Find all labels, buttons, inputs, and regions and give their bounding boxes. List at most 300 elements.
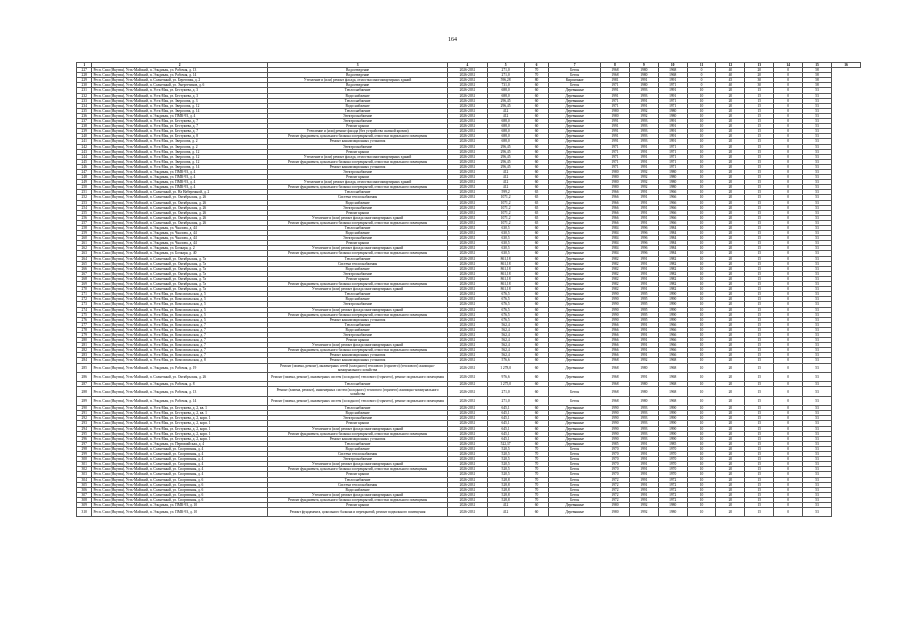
value-cell: 53 [803, 467, 832, 472]
value-cell: 53 [803, 382, 832, 387]
address-cell: Респ. Саха (Якутия), Усть-Майский, п. Усть-Мая, ул. Комсомольская, д. 8 [92, 358, 267, 363]
value-cell: 70 [524, 457, 549, 462]
value-cell: 1991 [629, 215, 658, 220]
value-cell: 1966 [658, 190, 687, 195]
value-cell: 1991 [629, 271, 658, 276]
value-cell: 1991 [629, 195, 658, 200]
address-cell: Респ. Саха (Якутия), Усть-Майский, п. Солнечный, ул. Октябрьская, д. 7а [92, 256, 267, 261]
address-cell: Респ. Саха (Якутия), Усть-Майский, п. Эльдикан, ул. Рабочая, д. 14 [92, 396, 267, 405]
value-cell: 0 [774, 129, 803, 134]
value-cell: 1968 [600, 68, 629, 73]
work-type-cell: Электроснабжение [267, 302, 448, 307]
value-cell: 53 [803, 266, 832, 271]
value-cell: 53 [803, 261, 832, 266]
value-cell: 1980 [658, 108, 687, 113]
value-cell: 20 [716, 492, 745, 497]
value-cell: Деревянные [549, 215, 601, 220]
value-cell: 0 [687, 68, 716, 73]
address-cell: Респ. Саха (Якутия), Усть-Майский, п. Усть-Мая, ул. Бестужева, д. 3 [92, 93, 267, 98]
value-cell: 53 [803, 164, 832, 169]
address-cell: Респ. Саха (Якутия), Усть-Майский, п. Усть-Мая, ул. Комсомольская, д. 7 [92, 353, 267, 358]
value-cell: 1071,2 [487, 210, 524, 215]
value-cell: 20 [716, 312, 745, 317]
value-cell: 1980 [600, 169, 629, 174]
value-cell: 1993 [629, 124, 658, 129]
value-cell: 1991 [629, 348, 658, 353]
value-cell: 1991 [658, 93, 687, 98]
value-cell: 2026-2031 [448, 302, 487, 307]
value-cell: 688,0 [487, 119, 524, 124]
value-cell: 15 [745, 210, 774, 215]
value-cell: 10 [687, 307, 716, 312]
value-cell: 20 [716, 353, 745, 358]
value-cell: 53 [803, 139, 832, 144]
value-cell: 1980 [629, 363, 658, 372]
value-cell: 1991 [600, 139, 629, 144]
value-cell: 1971 [600, 103, 629, 108]
value-cell: Деревянные [549, 297, 601, 302]
value-cell: 1982 [600, 256, 629, 261]
value-cell: 53 [803, 144, 832, 149]
value-cell: 2026-2031 [448, 124, 487, 129]
value-cell: 1966 [600, 200, 629, 205]
value-cell: 10 [687, 332, 716, 337]
value-cell: 528,8 [487, 487, 524, 492]
row-number-cell: 291 [77, 411, 92, 416]
value-cell: 53 [803, 363, 832, 372]
value-cell: 0 [774, 387, 803, 396]
value-cell: 0 [774, 241, 803, 246]
column-header: 13 [745, 63, 774, 68]
address-cell: Респ. Саха (Якутия), Усть-Майский, п. Солнечный, ул. Спортивная, д. 4 [92, 472, 267, 477]
value-cell: 10 [687, 139, 716, 144]
value-cell: 2026-2031 [448, 108, 487, 113]
value-cell: 2026-2031 [448, 134, 487, 139]
value-cell: 10 [687, 446, 716, 451]
work-type-cell: Теплоснабжение [267, 477, 448, 482]
address-cell: Респ. Саха (Якутия), Усть-Майский, п. Солнечный, ул. Спортивная, д. 4 [92, 457, 267, 462]
value-cell: 1991 [629, 103, 658, 108]
value-cell: 2026-2031 [448, 256, 487, 261]
value-cell: 60 [524, 159, 549, 164]
value-cell: 65 [524, 205, 549, 210]
value-cell: 271,0 [487, 73, 524, 78]
value-cell: 53 [803, 348, 832, 353]
value-cell: 20 [716, 416, 745, 421]
value-cell: Деревянные [549, 124, 601, 129]
row-number-cell: 293 [77, 421, 92, 426]
value-cell: 10 [687, 406, 716, 411]
row-number-cell: 296 [77, 436, 92, 441]
value-cell: 20 [716, 287, 745, 292]
value-cell: 10 [687, 348, 716, 353]
work-type-cell: Водоснабжение [267, 487, 448, 492]
row-number-cell: 289 [77, 396, 92, 405]
value-cell: 53 [803, 236, 832, 241]
value-cell: 60 [524, 302, 549, 307]
value-cell: 60 [524, 175, 549, 180]
row-number-cell: 277 [77, 322, 92, 327]
value-cell: 20 [716, 472, 745, 477]
value-cell: 0 [774, 421, 803, 426]
value-cell: 15 [745, 129, 774, 134]
value-cell: 1980 [658, 180, 687, 185]
work-type-cell: Ремонт фундамента, цокольного балкона и перекрытий, отмостки подвального помещения [267, 497, 448, 502]
row-number-cell: 295 [77, 431, 92, 436]
value-cell: 1991 [629, 287, 658, 292]
value-cell: 1982 [600, 261, 629, 266]
value-cell: 53 [803, 421, 832, 426]
value-cell: 53 [803, 452, 832, 457]
value-cell: Деревянные [549, 144, 601, 149]
value-cell: 10 [687, 98, 716, 103]
value-cell: 1990 [600, 426, 629, 431]
value-cell: Деревянные [549, 508, 601, 517]
address-cell: Респ. Саха (Якутия), Усть-Майский, п. Эльдикан, ул. Рабочая, д. 13 [92, 387, 267, 396]
value-cell: 1995 [629, 302, 658, 307]
value-cell: 15 [745, 236, 774, 241]
value-cell: 296,45 [487, 144, 524, 149]
value-cell: 1991 [658, 78, 687, 83]
value-cell: 60 [524, 83, 549, 88]
value-cell: 1980 [658, 175, 687, 180]
work-type-cell: Теплоснабжение [267, 88, 448, 93]
address-cell: Респ. Саха (Якутия), Усть-Майский, п. Эльдикан, ул. ПМК-93, д. 4 [92, 175, 267, 180]
work-type-cell: Ремонт крыши [267, 210, 448, 215]
row-number-cell: 279 [77, 332, 92, 337]
row-number-cell: 243 [77, 149, 92, 154]
value-cell: Бетон [549, 487, 601, 492]
row-number-cell: 307 [77, 492, 92, 497]
value-cell: Деревянные [549, 416, 601, 421]
value-cell: 60 [524, 103, 549, 108]
value-cell: Деревянные [549, 358, 601, 363]
value-cell: 10 [687, 363, 716, 372]
value-cell: 1991 [629, 332, 658, 337]
value-cell: 30 [745, 78, 774, 83]
value-cell: 1991 [629, 446, 658, 451]
value-cell: 60 [524, 231, 549, 236]
address-cell: Респ. Саха (Якутия), Усть-Майский, п. Солнечный, ул. Спортивная, д. 4 [92, 462, 267, 467]
value-cell: Деревянные [549, 261, 601, 266]
value-cell: 0 [774, 372, 803, 381]
value-cell: 15 [745, 338, 774, 343]
value-cell: 1990 [658, 406, 687, 411]
value-cell: 53 [803, 441, 832, 446]
value-cell: 65 [524, 210, 549, 215]
column-header: 9 [629, 63, 658, 68]
value-cell: 15 [745, 462, 774, 467]
address-cell: Респ. Саха (Якутия), Усть-Майский, п. Эльдикан, ул. ПМК-93, д. 10 [92, 502, 267, 507]
value-cell: 10 [687, 297, 716, 302]
value-cell: 520,5 [487, 462, 524, 467]
value-cell: 10 [687, 266, 716, 271]
value-cell: 2026-2031 [448, 139, 487, 144]
value-cell: 2026-2031 [448, 164, 487, 169]
value-cell: 53 [803, 302, 832, 307]
row-number-cell: 250 [77, 185, 92, 190]
value-cell: 10 [687, 256, 716, 261]
value-cell: 15 [745, 200, 774, 205]
value-cell: 65 [524, 200, 549, 205]
value-cell: 15 [745, 134, 774, 139]
value-cell: 53 [803, 180, 832, 185]
value-cell: 1980 [658, 508, 687, 517]
value-cell: 30 [745, 83, 774, 88]
value-cell: Бетон [549, 457, 601, 462]
address-cell: Респ. Саха (Якутия), Усть-Майский, п. Усть-Мая, ул. Комсомольская, д. 7 [92, 332, 267, 337]
value-cell: 1990 [600, 302, 629, 307]
value-cell: 0 [774, 139, 803, 144]
value-cell: 296,45 [487, 154, 524, 159]
value-cell: 20 [745, 73, 774, 78]
value-cell: 522,37 [487, 441, 524, 446]
value-cell: 20 [716, 462, 745, 467]
row-number-cell: 260 [77, 236, 92, 241]
value-cell: 1984 [658, 226, 687, 231]
value-cell: 0 [774, 108, 803, 113]
value-cell: 0 [774, 452, 803, 457]
value-cell: 1984 [600, 226, 629, 231]
value-cell: 1966 [600, 195, 629, 200]
value-cell: 1966 [600, 322, 629, 327]
value-cell: 645,1 [487, 436, 524, 441]
value-cell: 15 [745, 348, 774, 353]
value-cell: Деревянные [549, 210, 601, 215]
row-number-cell: 257 [77, 220, 92, 225]
value-cell: 1991 [629, 261, 658, 266]
value-cell: 1991 [629, 205, 658, 210]
value-cell: 15 [745, 276, 774, 281]
value-cell: Деревянные [549, 103, 601, 108]
value-cell: 15 [745, 317, 774, 322]
value-cell: 60 [524, 93, 549, 98]
value-cell: 1980 [600, 180, 629, 185]
row-number-cell: 306 [77, 487, 92, 492]
value-cell: 1993 [629, 426, 658, 431]
value-cell: 688,0 [487, 134, 524, 139]
value-cell: 15 [745, 322, 774, 327]
column-header: 14 [774, 63, 803, 68]
address-cell: Респ. Саха (Якутия), Усть-Майский, п. Усть-Мая, ул. Бестужева, д. 7 [92, 124, 267, 129]
value-cell: 1991 [629, 477, 658, 482]
value-cell: 20 [716, 297, 745, 302]
value-cell: 1990 [658, 297, 687, 302]
value-cell: 1968 [600, 382, 629, 387]
value-cell: 1990 [600, 431, 629, 436]
value-cell: 10 [687, 338, 716, 343]
address-cell: Респ. Саха (Якутия), Усть-Майский, п. Солнечный, ул. Октябрьская, д. 26 [92, 195, 267, 200]
value-cell: 60 [524, 363, 549, 372]
work-type-cell: Утепление и (или) ремонт фасада, отмостки многоквартирных зданий [267, 154, 448, 159]
value-cell: 1984 [658, 241, 687, 246]
value-cell: Деревянные [549, 431, 601, 436]
address-cell: Респ. Саха (Якутия), Усть-Майский, п. Усть-Мая, ул. Комсомольская, д. 5 [92, 312, 267, 317]
value-cell: 0 [774, 358, 803, 363]
value-cell: 10 [687, 103, 716, 108]
value-cell: 60 [524, 164, 549, 169]
row-number-cell: 262 [77, 246, 92, 251]
value-cell: 2026-2031 [448, 358, 487, 363]
value-cell: 53 [803, 457, 832, 462]
value-cell: 15 [745, 226, 774, 231]
value-cell: 1968 [658, 358, 687, 363]
value-cell: 10 [687, 343, 716, 348]
value-cell: 20 [716, 180, 745, 185]
work-type-cell: Электроснабжение [267, 236, 448, 241]
value-cell: 1995 [629, 317, 658, 322]
value-cell: 2026-2031 [448, 487, 487, 492]
value-cell: 0 [774, 492, 803, 497]
address-cell: Респ. Саха (Якутия), Усть-Майский, п. Эльдикан, ул. Чкалова, д. 44 [92, 241, 267, 246]
address-cell: Респ. Саха (Якутия), Усть-Майский, п. Эльдикан, ул. Рабочая, д. 14 [92, 73, 267, 78]
value-cell: 10 [687, 215, 716, 220]
value-cell: 2026-2031 [448, 426, 487, 431]
value-cell: 1991 [629, 78, 658, 83]
value-cell: 53 [803, 406, 832, 411]
value-cell: 15 [745, 436, 774, 441]
value-cell: 1972 [658, 487, 687, 492]
value-cell: 1971 [658, 83, 687, 88]
value-cell: Деревянные [549, 322, 601, 327]
value-cell: 2026-2031 [448, 287, 487, 292]
value-cell: 15 [745, 382, 774, 387]
value-cell: Бетон [549, 396, 601, 405]
value-cell: 45 [716, 78, 745, 83]
value-cell: 20 [716, 382, 745, 387]
value-cell: 271,0 [487, 396, 524, 405]
value-cell: 15 [745, 154, 774, 159]
value-cell: 60 [524, 256, 549, 261]
value-cell: 53 [803, 338, 832, 343]
value-cell: 0 [774, 502, 803, 507]
value-cell: 70 [524, 452, 549, 457]
value-cell: 20 [716, 421, 745, 426]
value-cell: 20 [716, 271, 745, 276]
value-cell: 60 [524, 406, 549, 411]
value-cell: 20 [716, 282, 745, 287]
value-cell: 10 [687, 287, 716, 292]
value-cell: 1991 [629, 98, 658, 103]
value-cell: 10 [687, 457, 716, 462]
value-cell: 60 [524, 436, 549, 441]
value-cell: 60 [524, 421, 549, 426]
value-cell: 1966 [600, 210, 629, 215]
value-cell: 676,5 [487, 292, 524, 297]
value-cell: Бетон [549, 452, 601, 457]
value-cell: 1071,2 [487, 220, 524, 225]
work-type-cell: Электроснабжение [267, 169, 448, 174]
value-cell: 1992 [629, 508, 658, 517]
row-number-cell: 305 [77, 482, 92, 487]
value-cell: 40 [716, 68, 745, 73]
value-cell: 20 [716, 497, 745, 502]
value-cell: 15 [745, 119, 774, 124]
value-cell: 53 [803, 231, 832, 236]
value-cell: 0 [774, 215, 803, 220]
value-cell: 1990 [600, 292, 629, 297]
address-cell: Респ. Саха (Якутия), Усть-Майский, п. Эльдикан, ул. Бочкаря, д. 2 [92, 246, 267, 251]
value-cell: 15 [745, 363, 774, 372]
value-cell: 1970 [658, 452, 687, 457]
value-cell: 53 [803, 322, 832, 327]
value-cell: 1996 [629, 236, 658, 241]
value-cell: 20 [716, 98, 745, 103]
value-cell: 20 [716, 387, 745, 396]
value-cell: 10 [687, 236, 716, 241]
value-cell: 2026-2031 [448, 73, 487, 78]
value-cell: 2026-2031 [448, 226, 487, 231]
row-number-cell: 249 [77, 180, 92, 185]
value-cell: 53 [803, 387, 832, 396]
value-cell: 53 [803, 317, 832, 322]
value-cell: 1990 [658, 312, 687, 317]
value-cell: 53 [803, 502, 832, 507]
value-cell: 0 [774, 68, 803, 73]
value-cell: Деревянные [549, 292, 601, 297]
value-cell: 1992 [629, 169, 658, 174]
value-cell: 60 [524, 144, 549, 149]
value-cell: 10 [687, 322, 716, 327]
column-header: 16 [831, 63, 860, 68]
value-cell: 10 [687, 180, 716, 185]
value-cell: 1991 [629, 266, 658, 271]
work-type-cell: Ремонт фундамента, цокольного балкона и перекрытий, отмостки подвального помещения [267, 467, 448, 472]
value-cell: 0 [774, 426, 803, 431]
value-cell: 1968 [658, 73, 687, 78]
value-cell: 60 [524, 236, 549, 241]
work-type-cell: Электроснабжение [267, 144, 448, 149]
value-cell: 599,2 [487, 190, 524, 195]
value-cell: 20 [716, 322, 745, 327]
address-cell: Респ. Саха (Якутия), Усть-Майский, п. Усть-Мая, ул. Комсомольская, д. 7 [92, 348, 267, 353]
value-cell: Деревянные [549, 93, 601, 98]
value-cell: 10 [687, 231, 716, 236]
value-cell: 2026-2031 [448, 190, 487, 195]
value-cell: 53 [803, 88, 832, 93]
value-cell: 1990 [658, 421, 687, 426]
value-cell: 1995 [629, 312, 658, 317]
value-cell: 2026-2031 [448, 220, 487, 225]
row-number-cell: 237 [77, 119, 92, 124]
value-cell: 0 [774, 307, 803, 312]
value-cell: 1970 [658, 446, 687, 451]
value-cell: 53 [803, 327, 832, 332]
value-cell: 10 [687, 472, 716, 477]
value-cell: 15 [745, 312, 774, 317]
value-cell: 0 [774, 348, 803, 353]
value-cell: 20 [716, 205, 745, 210]
address-cell: Респ. Саха (Якутия), Усть-Майский, п. Солнечный, ул. Октябрьская, д. 26 [92, 215, 267, 220]
value-cell: 60 [524, 149, 549, 154]
value-cell: 10 [687, 502, 716, 507]
value-cell: 40 [716, 73, 745, 78]
value-cell: 2026-2031 [448, 98, 487, 103]
value-cell: 1991 [658, 129, 687, 134]
value-cell: 10 [687, 327, 716, 332]
value-cell: 2026-2031 [448, 462, 487, 467]
value-cell: 528,8 [487, 482, 524, 487]
table-row [77, 396, 861, 405]
value-cell: 0 [774, 93, 803, 98]
value-cell: 1071,2 [487, 205, 524, 210]
value-cell: 1972 [658, 492, 687, 497]
value-cell: 1966 [658, 200, 687, 205]
work-type-cell: Ремонт фундамента, цокольного балкона и перекрытий, отмостки подвального помещения [267, 220, 448, 225]
value-cell: 53 [803, 431, 832, 436]
address-cell: Респ. Саха (Якутия), Усть-Майский, п. Усть-Мая, ул. Зверосова, д. 14 [92, 108, 267, 113]
value-cell: Деревянные [549, 236, 601, 241]
